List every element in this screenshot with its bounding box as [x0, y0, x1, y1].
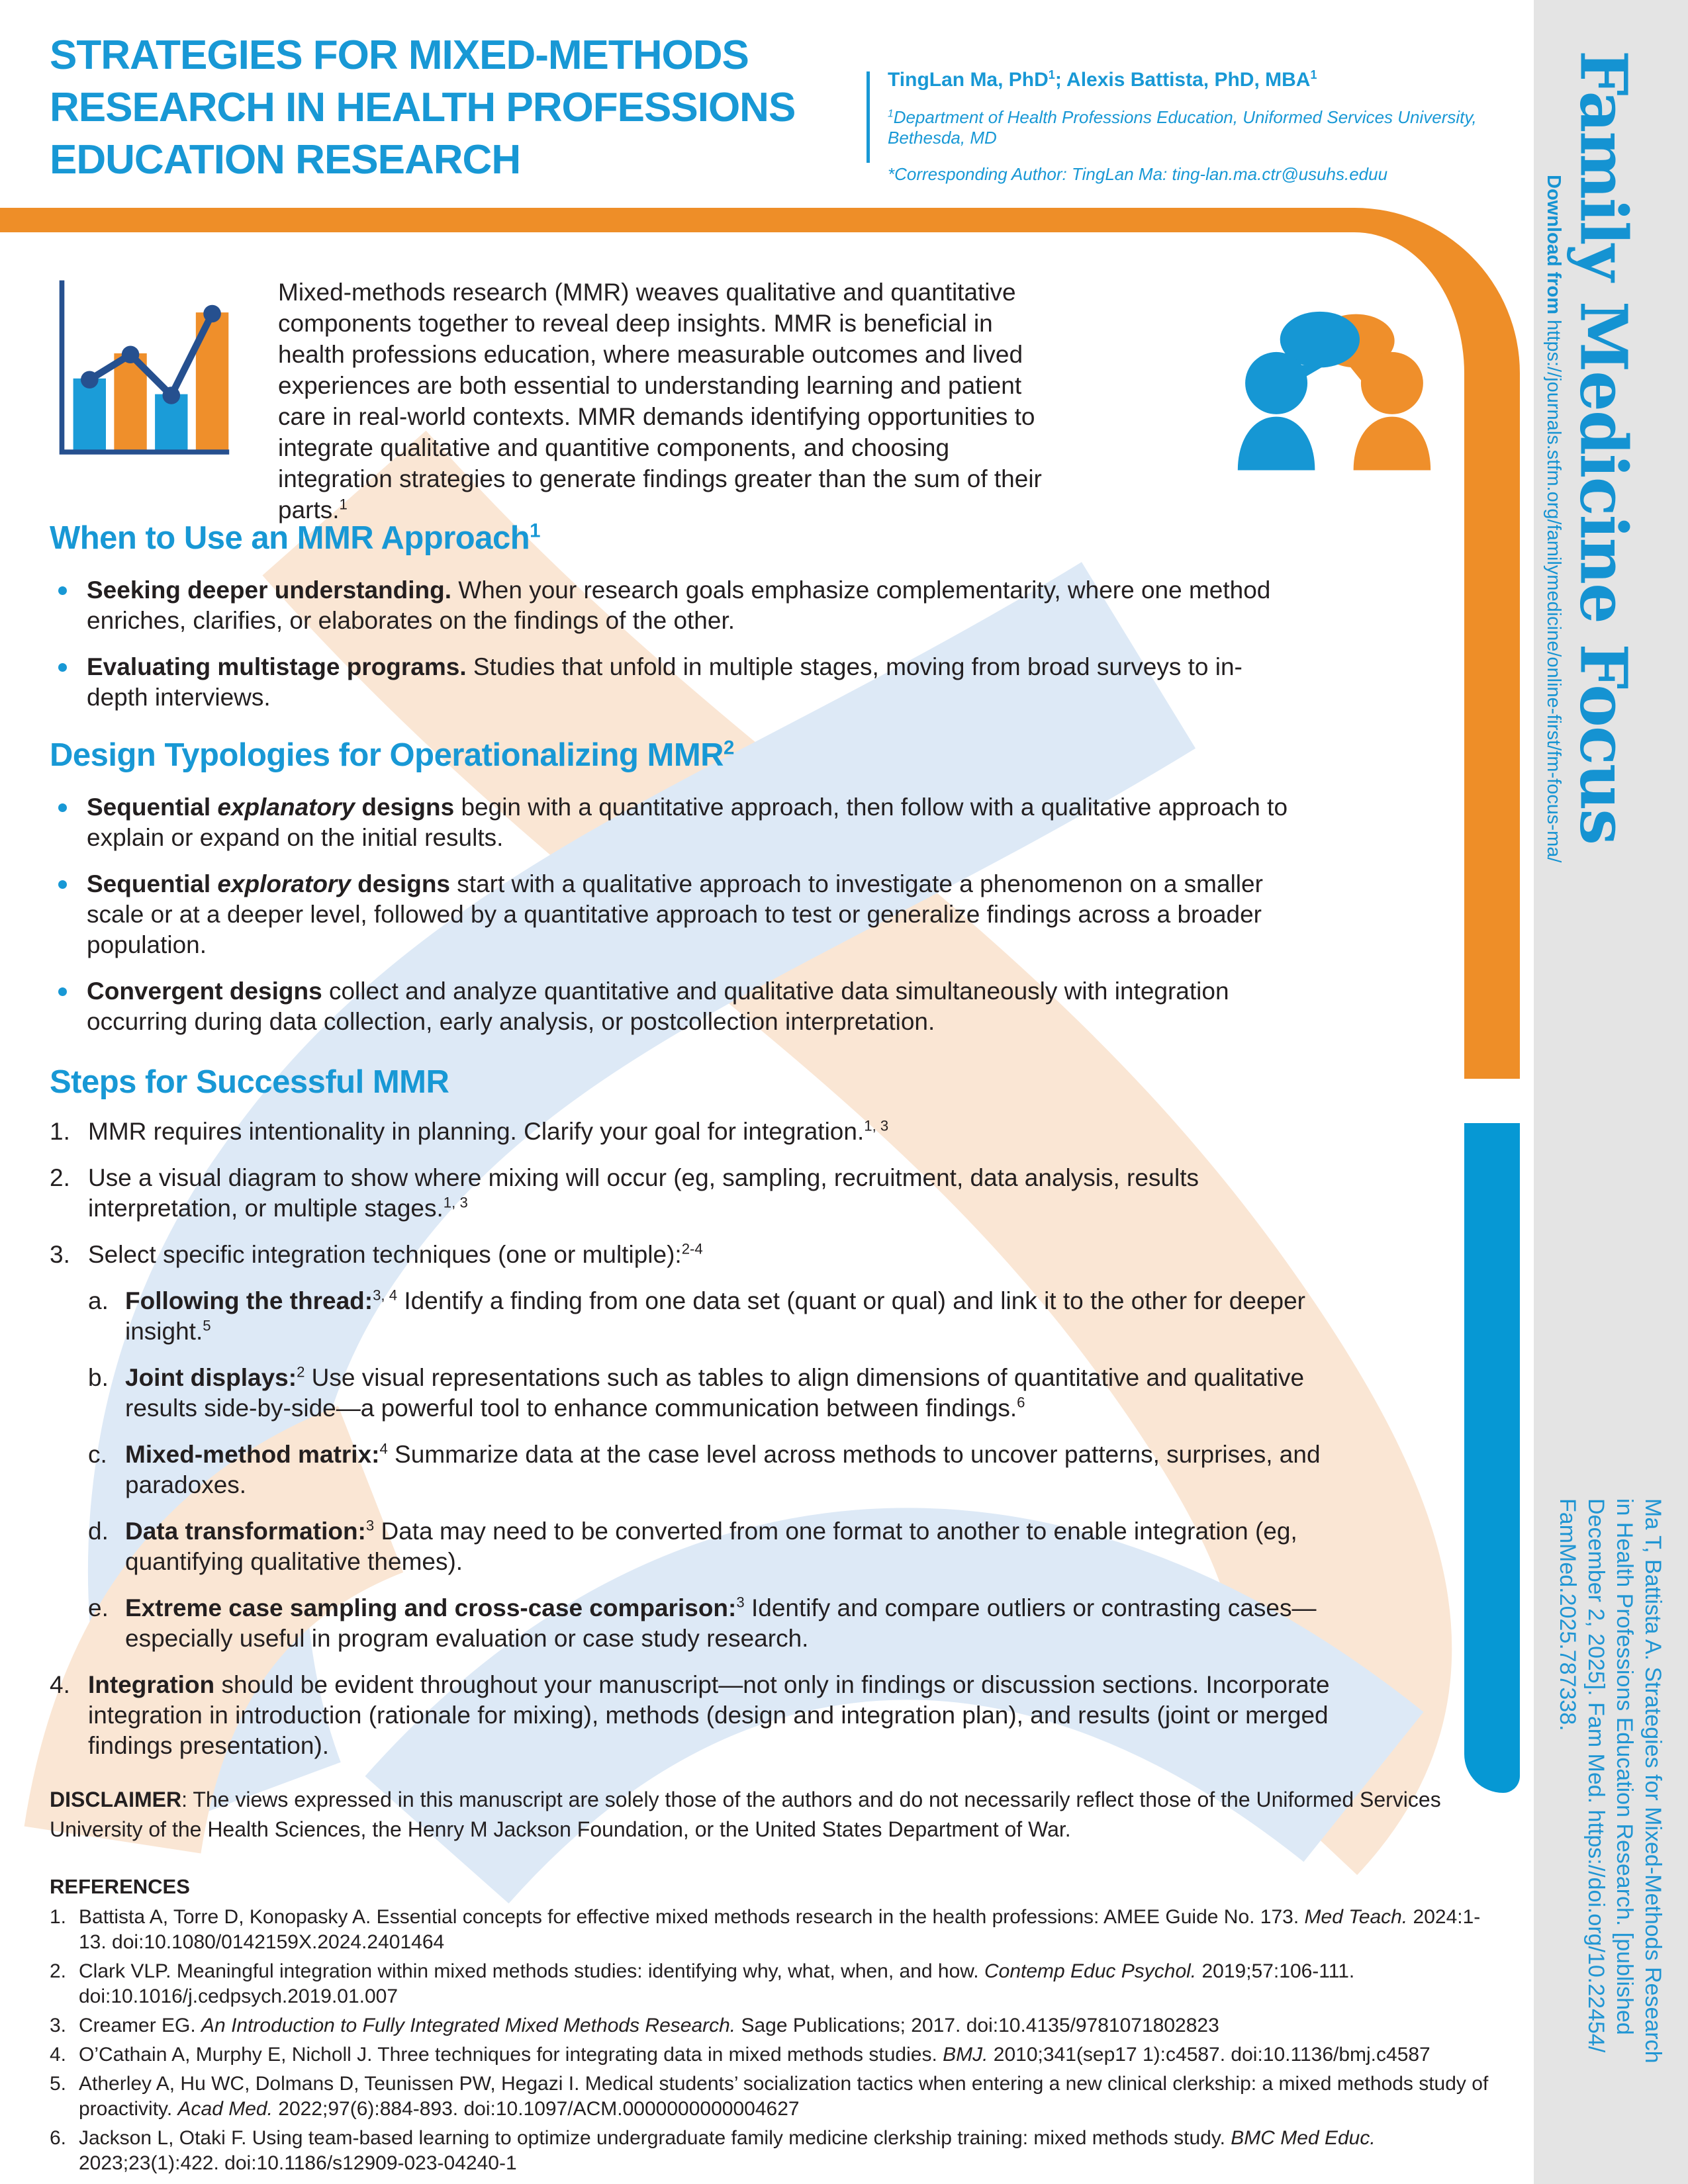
substep-item	[88, 1363, 1346, 1424]
substep-letter: c.	[88, 1441, 107, 1468]
blue-side-bar	[1464, 1123, 1520, 1793]
reference-number: 5.	[50, 2073, 67, 2095]
bullet-item: Sequential explanatory designs begin with a quantitative approach, then follow with a qualitative approach to explain or expand on the initial results.	[50, 792, 1294, 853]
disclaimer: DISCLAIMER: The views expressed in this manuscript are solely those of the authors and do not necessarily reflect those of the Uniformed Services University of the Health Sciences, the Henry M Jackson Foundation, or the United States Department of War.	[50, 1788, 1441, 1841]
substep-text: Mixed-method matrix:$^4$ Summarize data at the case level across methods to uncover patterns, surprises, and paradoxes.	[125, 1440, 1321, 1498]
substep-letter: a.	[88, 1287, 109, 1314]
author-divider-rule	[867, 71, 870, 163]
substep-text: Extreme case sampling and cross-case comparison:$^3$ Identify and compare outliers or contrasting cases—especially useful in program evaluation or case study research.	[125, 1594, 1317, 1652]
substep-item	[88, 1593, 1346, 1654]
reference-text: O’Cathain A, Murphy E, Nicholl J. Three techniques for integrating data in mixed methods studies. BMJ. 2010;341(sep17 1):c4587. doi:10.1136/bmj.c4587	[79, 2044, 1430, 2066]
reference-item	[50, 1959, 1493, 2009]
title-line: STRATEGIES FOR MIXED-METHODS	[50, 32, 749, 78]
bar-line-chart-icon	[43, 273, 232, 468]
reference-number: 1.	[50, 1906, 67, 1928]
step-number: 4.	[50, 1671, 70, 1698]
journal-title-vertical: Family Medicine Focus	[1566, 50, 1642, 844]
author-block	[888, 69, 1550, 185]
step-number: 2.	[50, 1164, 70, 1191]
reference-number: 4.	[50, 2044, 67, 2066]
reference-item	[50, 1905, 1493, 1955]
citation-line: FamMed.2025.787338.	[1555, 1498, 1580, 1731]
reference-item	[50, 2042, 1493, 2068]
substep-letter: b.	[88, 1364, 109, 1391]
intro-paragraph: Mixed-methods research (MMR) weaves qualitative and quantitative components together to reveal deep insights. MMR is beneficial in health professions education, where measurable outcomes and lived experiences are both essential to understanding learning and patient care in real-world contexts. MMR demands identifying opportunities to integrate qualitative and quantitive components, and choosing integration strategies to generate findings greater than the sum of their parts.$^1$	[278, 279, 1042, 523]
section-heading-steps: Steps for Successful MMR	[50, 1064, 449, 1100]
page-title	[50, 29, 795, 186]
substep-text: Data transformation:$^3$ Data may need to be converted from one format to another to enable integration (eg, quantifying qualitative themes).	[125, 1517, 1297, 1575]
reference-item	[50, 2013, 1493, 2038]
reference-number: 3.	[50, 2015, 67, 2036]
corresponding-author: *Corresponding Author: TingLan Ma: ting-lan.ma.ctr@usuhs.eduu	[888, 164, 1388, 184]
bullet-item: Convergent designs collect and analyze quantitative and qualitative data simultaneously with integration occurring during data collection, early analysis, or postcollection interpretation.	[50, 976, 1294, 1037]
step-number: 3.	[50, 1241, 70, 1268]
step-item	[50, 1116, 1340, 1147]
step-text: Select specific integration techniques (one or multiple):$^{2-4}$	[88, 1240, 703, 1268]
citation-line: Ma T, Battista A. Strategies for Mixed-Methods Research	[1640, 1498, 1665, 2064]
download-url-vertical: Download from https://journals.stfm.org/familymedicine/online-first/fm-focus-ma/	[1543, 175, 1564, 863]
substep-text: Following the thread:$^{3, 4}$ Identify a finding from one data set (quant or qual) and link it to the other for deeper insight.$^5$	[125, 1287, 1305, 1345]
title-line: EDUCATION RESEARCH	[50, 137, 521, 183]
bullet-item: Evaluating multistage programs. Studies that unfold in multiple stages, moving from broad surveys to in-depth interviews.	[50, 652, 1294, 713]
main-content	[50, 520, 1441, 1844]
reference-text: Clark VLP. Meaningful integration within mixed methods studies: identifying why, what, when, and how. Contemp Educ Psychol. 2019;57:106-111. doi:10.1016/j.cedpsych.2019.01.007	[79, 1960, 1355, 2007]
author-affiliation: $^1$Department of Health Professions Education, Uniformed Services University, Bethesda, MD	[888, 107, 1477, 148]
substep-item	[88, 1516, 1346, 1577]
substep-item	[88, 1286, 1346, 1347]
bullet-item: Sequential exploratory designs start with a qualitative approach to investigate a phenomenon on a smaller scale or at a deeper level, followed by a quantitative approach to test or generalize findings across a broader population.	[50, 869, 1294, 960]
step-text: Integration should be evident throughout your manuscript—not only in findings or discussion sections. Incorporate integration in introduction (rationale for mixing), methods (design and integration plan), and results (joint or merged findings presentation).	[88, 1671, 1330, 1759]
reference-text: Atherley A, Hu WC, Dolmans D, Teunissen PW, Hegazi I. Medical students’ socialization tactics when entering a new clinical clerkship: a mixed methods study of proactivity. Acad Med. 2022;97(6):884-893. doi:10.1097/ACM.0000000000004627	[79, 2073, 1489, 2120]
bullet-item: Seeking deeper understanding. When your research goals emphasize complementarity, where one method enriches, clarifies, or elaborates on the findings of the other.	[50, 575, 1294, 636]
references-section	[50, 1874, 1493, 2176]
citation-line: in Health Professions Education Research. [published	[1612, 1498, 1637, 2035]
substep-text: Joint displays:$^2$ Use visual representations such as tables to align dimensions of quantitative and qualitative results side-by-side—a powerful tool to enhance communication between findings.$^6$	[125, 1363, 1305, 1422]
step-number: 1.	[50, 1118, 70, 1145]
reference-text: Jackson L, Otaki F. Using team-based learning to optimize undergraduate family medicine clerkship training: mixed methods study. BMC Med Educ. 2023;23(1):422. doi:10.1186/s12909-023-04240-1	[79, 2127, 1376, 2174]
section-heading-when: When to Use an MMR Approach$^1$	[50, 520, 540, 556]
reference-item	[50, 2071, 1493, 2122]
reference-number: 6.	[50, 2127, 67, 2149]
substep-letter: e.	[88, 1594, 109, 1621]
author-names: TingLan Ma, PhD$^1$; Alexis Battista, PhD, MBA$^1$	[888, 68, 1317, 91]
substep-item	[88, 1439, 1346, 1500]
citation-vertical	[1553, 1498, 1667, 2064]
step-text: Use a visual diagram to show where mixing will occur (eg, sampling, recruitment, data analysis, results interpretation, or multiple stages.$^{1, 3}$	[88, 1164, 1199, 1222]
title-line: RESEARCH IN HEALTH PROFESSIONS	[50, 85, 796, 130]
section-heading-design: Design Typologies for Operationalizing MMR$^2$	[50, 737, 734, 773]
citation-line: December 2, 2025]. Fam Med. https://doi.org/10.22454/	[1583, 1498, 1609, 2053]
step-item	[50, 1163, 1340, 1224]
reference-number: 2.	[50, 1960, 67, 1982]
reference-text: Creamer EG. An Introduction to Fully Integrated Mixed Methods Research. Sage Publications; 2017. doi:10.4135/9781071802823	[79, 2015, 1219, 2036]
references-heading: REFERENCES	[50, 1875, 190, 1898]
step-item	[50, 1670, 1340, 1761]
substep-letter: d.	[88, 1518, 109, 1545]
reference-text: Battista A, Torre D, Konopasky A. Essential concepts for effective mixed methods research in the health professions: AMEE Guide No. 173. Med Teach. 2024:1-13. doi:10.1080/0142159X.2024.2401464	[79, 1906, 1481, 1953]
reference-item	[50, 2126, 1493, 2176]
step-text: MMR requires intentionality in planning. Clarify your goal for integration.$^{1, 3}$	[88, 1117, 889, 1145]
step-item	[50, 1240, 1340, 1270]
conversation-icon	[1230, 310, 1438, 475]
